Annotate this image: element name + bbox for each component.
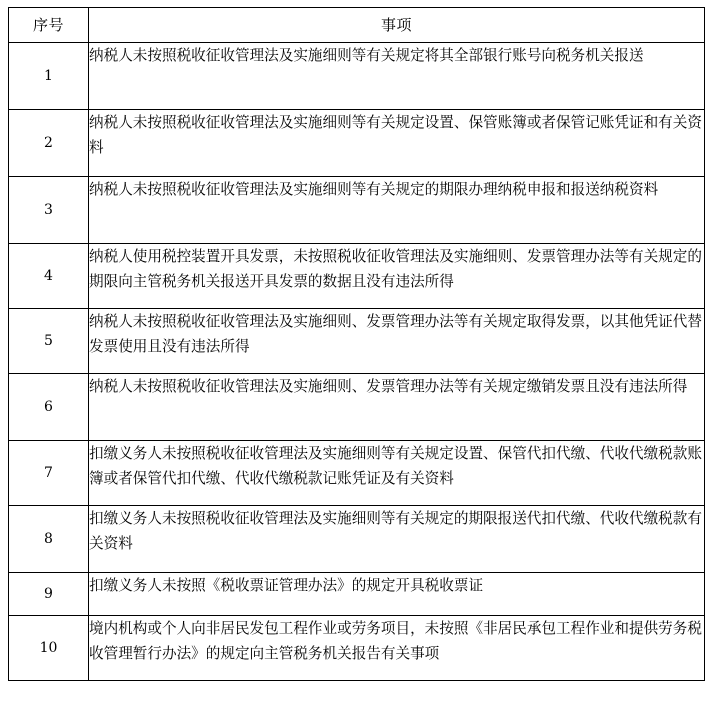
cell-seq: 4 bbox=[9, 244, 89, 309]
cell-item bbox=[89, 441, 705, 506]
matters-table bbox=[8, 7, 705, 681]
cell-item-text: 扣缴义务人未按照税收征收管理法及实施细则等有关规定的期限报送代扣代缴、代收代缴税款有关资料 bbox=[89, 510, 702, 552]
table-row bbox=[9, 374, 705, 441]
column-header-seq bbox=[9, 8, 89, 43]
table-row bbox=[9, 506, 705, 573]
cell-item bbox=[89, 573, 705, 616]
cell-item-text: 扣缴义务人未按照税收征收管理法及实施细则等有关规定设置、保管代扣代缴、代收代缴税款账簿或者保管代扣代缴、代收代缴税款记账凭证及有关资料 bbox=[89, 445, 702, 487]
column-header-seq-label: 序号 bbox=[32, 16, 64, 34]
cell-item bbox=[89, 43, 705, 110]
column-header-item bbox=[89, 8, 705, 43]
cell-seq: 10 bbox=[9, 616, 89, 681]
cell-seq: 8 bbox=[9, 506, 89, 573]
cell-seq: 6 bbox=[9, 374, 89, 441]
table-row bbox=[9, 110, 705, 177]
cell-item-text: 境内机构或个人向非居民发包工程作业或劳务项目，未按照《非居民承包工程作业和提供劳务税收管理暂行办法》的规定向主管税务机关报告有关事项 bbox=[89, 620, 702, 662]
cell-item-text: 扣缴义务人未按照《税收票证管理办法》的规定开具税收票证 bbox=[89, 577, 484, 594]
table-row bbox=[9, 43, 705, 110]
table-row bbox=[9, 244, 705, 309]
cell-seq: 1 bbox=[9, 43, 89, 110]
table-row bbox=[9, 177, 705, 244]
cell-seq: 2 bbox=[9, 110, 89, 177]
table-header bbox=[9, 8, 705, 43]
cell-item bbox=[89, 177, 705, 244]
cell-seq: 9 bbox=[9, 573, 89, 616]
cell-item-text: 纳税人未按照税收征收管理法及实施细则等有关规定的期限办理纳税申报和报送纳税资料 bbox=[89, 181, 659, 198]
table-body bbox=[9, 43, 705, 681]
cell-item bbox=[89, 374, 705, 441]
cell-seq: 3 bbox=[9, 177, 89, 244]
cell-item-text: 纳税人未按照税收征收管理法及实施细则、发票管理办法等有关规定缴销发票且没有违法所得 bbox=[89, 378, 688, 395]
cell-item bbox=[89, 616, 705, 681]
cell-item bbox=[89, 110, 705, 177]
cell-item bbox=[89, 309, 705, 374]
table-header-row bbox=[9, 8, 705, 43]
cell-item-text: 纳税人未按照税收征收管理法及实施细则等有关规定将其全部银行账号向税务机关报送 bbox=[89, 47, 644, 64]
cell-item-text: 纳税人未按照税收征收管理法及实施细则、发票管理办法等有关规定取得发票，以其他凭证代替发票使用且没有违法所得 bbox=[89, 313, 702, 355]
cell-seq: 5 bbox=[9, 309, 89, 374]
cell-seq: 7 bbox=[9, 441, 89, 506]
table-row bbox=[9, 309, 705, 374]
column-header-item-label: 事项 bbox=[380, 16, 412, 34]
cell-item-text: 纳税人使用税控装置开具发票，未按照税收征收管理法及实施细则、发票管理办法等有关规定的期限向主管税务机关报送开具发票的数据且没有违法所得 bbox=[89, 248, 702, 290]
table-row bbox=[9, 616, 705, 681]
cell-item bbox=[89, 244, 705, 309]
table-row bbox=[9, 441, 705, 506]
cell-item bbox=[89, 506, 705, 573]
cell-item-text: 纳税人未按照税收征收管理法及实施细则等有关规定设置、保管账簿或者保管记账凭证和有关资料 bbox=[89, 114, 702, 156]
table-row bbox=[9, 573, 705, 616]
